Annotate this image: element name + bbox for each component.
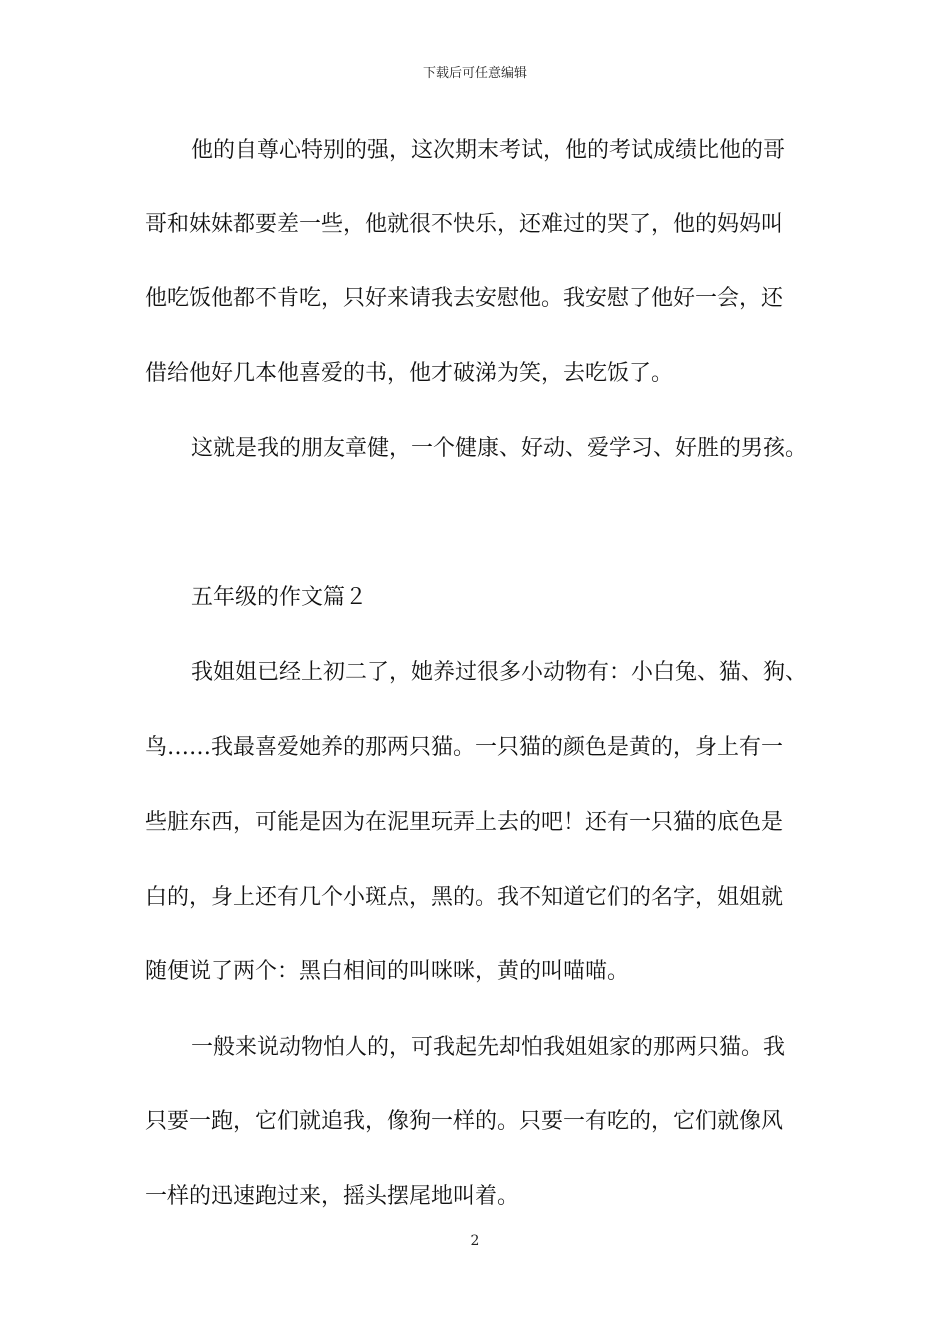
paragraph-4-line-2: 只要一跑，它们就追我，像狗一样的。只要一有吃的，它们就像风 [145, 1109, 784, 1134]
page-header: 下载后可任意编辑 [422, 66, 527, 81]
paragraph-4-line-1: 一般来说动物怕人的，可我起先却怕我姐姐家的那两只猫。我 [191, 1035, 786, 1060]
paragraph-3-line-3: 些脏东西，可能是因为在泥里玩弄上去的吧！还有一只猫的底色是 [145, 810, 784, 835]
paragraph-2-line-1: 这就是我的朋友章健，一个健康、好动、爱学习、好胜的男孩。 [191, 436, 808, 461]
paragraph-1-line-4: 借给他好几本他喜爱的书，他才破涕为笑，去吃饭了。 [145, 361, 674, 386]
paragraph-3-line-2: 鸟……我最喜爱她养的那两只猫。一只猫的颜色是黄的，身上有一 [145, 735, 784, 760]
paragraph-3-line-4: 白的，身上还有几个小斑点，黑的。我不知道它们的名字，姐姐就 [145, 885, 784, 910]
page-number: 2 [470, 1233, 480, 1249]
paragraph-1-line-2: 哥和妹妹都要差一些，他就很不快乐，还难过的哭了，他的妈妈叫 [145, 212, 784, 237]
paragraph-3-line-5: 随便说了两个：黑白相间的叫咪咪，黄的叫喵喵。 [145, 959, 630, 984]
paragraph-3-line-1: 我姐姐已经上初二了，她养过很多小动物有：小白兔、猫、狗、 [191, 660, 808, 685]
paragraph-1-line-3: 他吃饭他都不肯吃，只好来请我去安慰他。我安慰了他好一会，还 [145, 286, 784, 311]
paragraph-1-line-1: 他的自尊心特别的强，这次期末考试，他的考试成绩比他的哥 [191, 138, 786, 163]
paragraph-4-line-3: 一样的迅速跑过来，摇头摆尾地叫着。 [145, 1184, 520, 1209]
section-heading: 五年级的作文篇２ [191, 585, 368, 610]
